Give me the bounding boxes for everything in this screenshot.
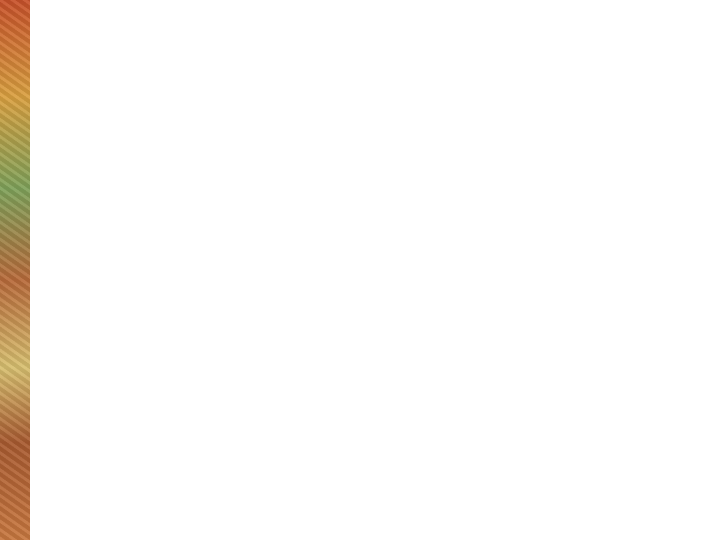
decorative-sidebar-image — [0, 0, 30, 540]
